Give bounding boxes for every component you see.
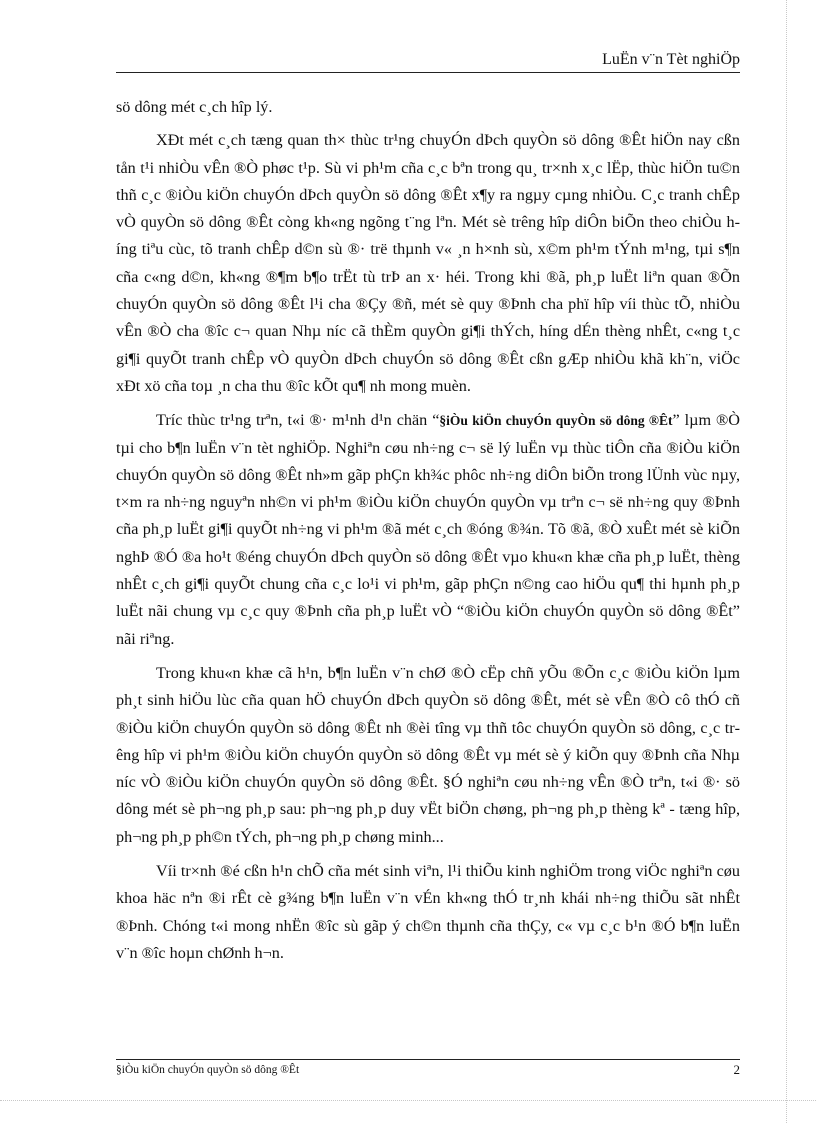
page-number: 2 xyxy=(733,1062,740,1077)
page-bottom-guide xyxy=(0,1100,816,1101)
thesis-topic: §iÒu kiÖn chuyÓn quyÒn sö dông ®Êt xyxy=(439,413,673,429)
paragraph-5: Víi tr×nh ®é cßn h¹n chÕ cña mét sinh viªn, l¹i thiÕu kinh nghiÖm trong viÖc nghiªn cøu khoa häc nªn ®i rÊt cè g¾ng b¶n luËn v¨n vÉn kh«ng thÓ tr¸nh khái nh÷ng thiÕu sãt nhÊt ®Þnh. Chóng t«i mong nhËn ®îc sù gãp ý ch©n thµnh cña thÇy, c« vµ c¸c b¹n ®Ó b¶n luËn v¨n ®îc hoµn chØnh h¬n. xyxy=(116,862,740,962)
paragraph-3 xyxy=(116,407,740,653)
paragraph-4: Trong khu«n khæ cã h¹n, b¶n luËn v¨n chØ ®Ò cËp chñ yÕu ®Õn c¸c ®iÒu kiÖn lµm ph¸t sinh hiÖu lùc cña quan hÖ chuyÓn dÞch quyÒn sö dông ®Êt, mét sè vÊn ®Ò cô thÓ cñ ®iÒu kiÖn chuyÓn quyÒn sö dông ®Êt nh ®èi tîng vµ thñ tôc chuyÓn quyÒn sö dông, c¸c trêng hîp vi ph¹m ®iÒu kiÖn chuyÓn quyÒn sö dông ®Êt vµ mét sè ý kiÕn quy ®Þnh cña Nhµ níc vÒ ®iÒu kiÖn chuyÓn quyÒn sö dông ®Êt. §Ó nghiªn cøu nh÷ng vÊn ®Ò trªn, t«i ®· sö dông mét sè ph¬ng ph¸p sau: ph¬ng ph¸p duy vËt biÖn chøng, ph¬ng ph¸p thèng kª - tæng hîp, ph¬ng ph¸p ph©n tÝch, ph¬ng ph¸p chøng minh... xyxy=(116,663,740,846)
paragraph-1: sö dông mét c¸ch hîp lý. xyxy=(116,98,273,116)
paragraph-3-lead: Tríc thùc tr¹ng trªn, t«i ®· m¹nh d¹n chän “ xyxy=(156,411,440,430)
paragraph-3-rest: ” lµm ®Ò tµi cho b¶n luËn v¨n tèt nghiÖp. Nghiªn cøu nh÷ng c¬ së lý luËn vµ thùc tiÔn cña ®iÒu kiÖn chuyÓn quyÒn sö dông ®Êt nh»m gãp phÇn kh¾c phôc nh÷ng diÔn biÕn trong lÜnh vùc nµy, t×m ra nh÷ng nguyªn nh©n vi ph¹m ®iÒu kiÖn chuyÓn quyÒn vµ trªn c¬ së nh÷ng quy ®Þnh cña ph¸p luËt gi¶i quyÕt nh÷ng vi ph¹m ®ã mét c¸ch ®óng ®¾n. Tõ ®ã, ®Ò xuÊt mét sè kiÕn nghÞ ®Ó ®a ho¹t ®éng chuyÓn dÞch quyÒn sö dông ®Êt vµo khu«n khæ cña ph¸p luËt, thèng nhÊt c¸ch gi¶i quyÕt chung cña c¸c lo¹i vi ph¹m, gãp phÇn n©ng cao hiÖu qu¶ thi hµnh ph¸p luËt nãi chung vµ c¸c quy ®Þnh cña ph¸p luËt vÒ “®iÒu kiÖn chuyÓn quyÒn sö dông ®Êt” nãi riªng. xyxy=(116,411,740,648)
header-title: LuËn v¨n Tèt nghiÖp xyxy=(602,51,740,68)
page-margin-guide xyxy=(786,0,787,1123)
running-footer: §iÒu kiÖn chuyÓn quyÒn sö dông ®Êt xyxy=(116,1064,300,1076)
running-header xyxy=(116,50,740,70)
header-divider xyxy=(116,72,740,73)
footer-divider xyxy=(116,1059,740,1060)
page-body xyxy=(116,94,740,974)
paragraph-2: XÐt mét c¸ch tæng quan th× thùc tr¹ng chuyÓn dÞch quyÒn sö dông ®Êt hiÖn nay cßn tån t¹i nhiÒu vÊn ®Ò phøc t¹p. Sù vi ph¹m cña c¸c bªn trong qu¸ tr×nh x¸c lËp, thùc hiÖn tu©n thñ c¸c ®iÒu kiÖn chuyÓn dÞch quyÒn sö dông ®Êt x¶y ra ngµy cµng nhiÒu. C¸c tranh chÊp vÒ quyÒn sö dông ®Êt còng kh«ng ngõng t¨ng lªn. Mét sè trêng hîp diÔn biÕn theo chiÒu híng tiªu cùc, tõ tranh chÊp d©n sù ®· trë thµnh v« ¸n h×nh sù, x©m ph¹m tÝnh m¹ng, tµi s¶n cña c«ng d©n, kh«ng ®¶m b¶o trËt tù trÞ an x· héi. Trong khi ®ã, ph¸p luËt liªn quan ®Õn chuyÓn quyÒn sö dông ®Êt l¹i cha ®Çy ®ñ, mét sè quy ®Þnh cha phï hîp víi thùc tÕ, nhiÒu vÊn ®Ò cha ®îc c¬ quan Nhµ níc cã thÈm quyÒn gi¶i thÝch, híng dÉn thèng nhÊt, c«ng t¸c gi¶i quyÕt tranh chÊp vÒ quyÒn dÞch chuyÓn sö dông ®Êt cßn gÆp nhiÒu khã kh¨n, viÖc xÐt xö cña toµ ¸n cha thu ®îc kÕt qu¶ nh mong muèn. xyxy=(116,131,740,395)
